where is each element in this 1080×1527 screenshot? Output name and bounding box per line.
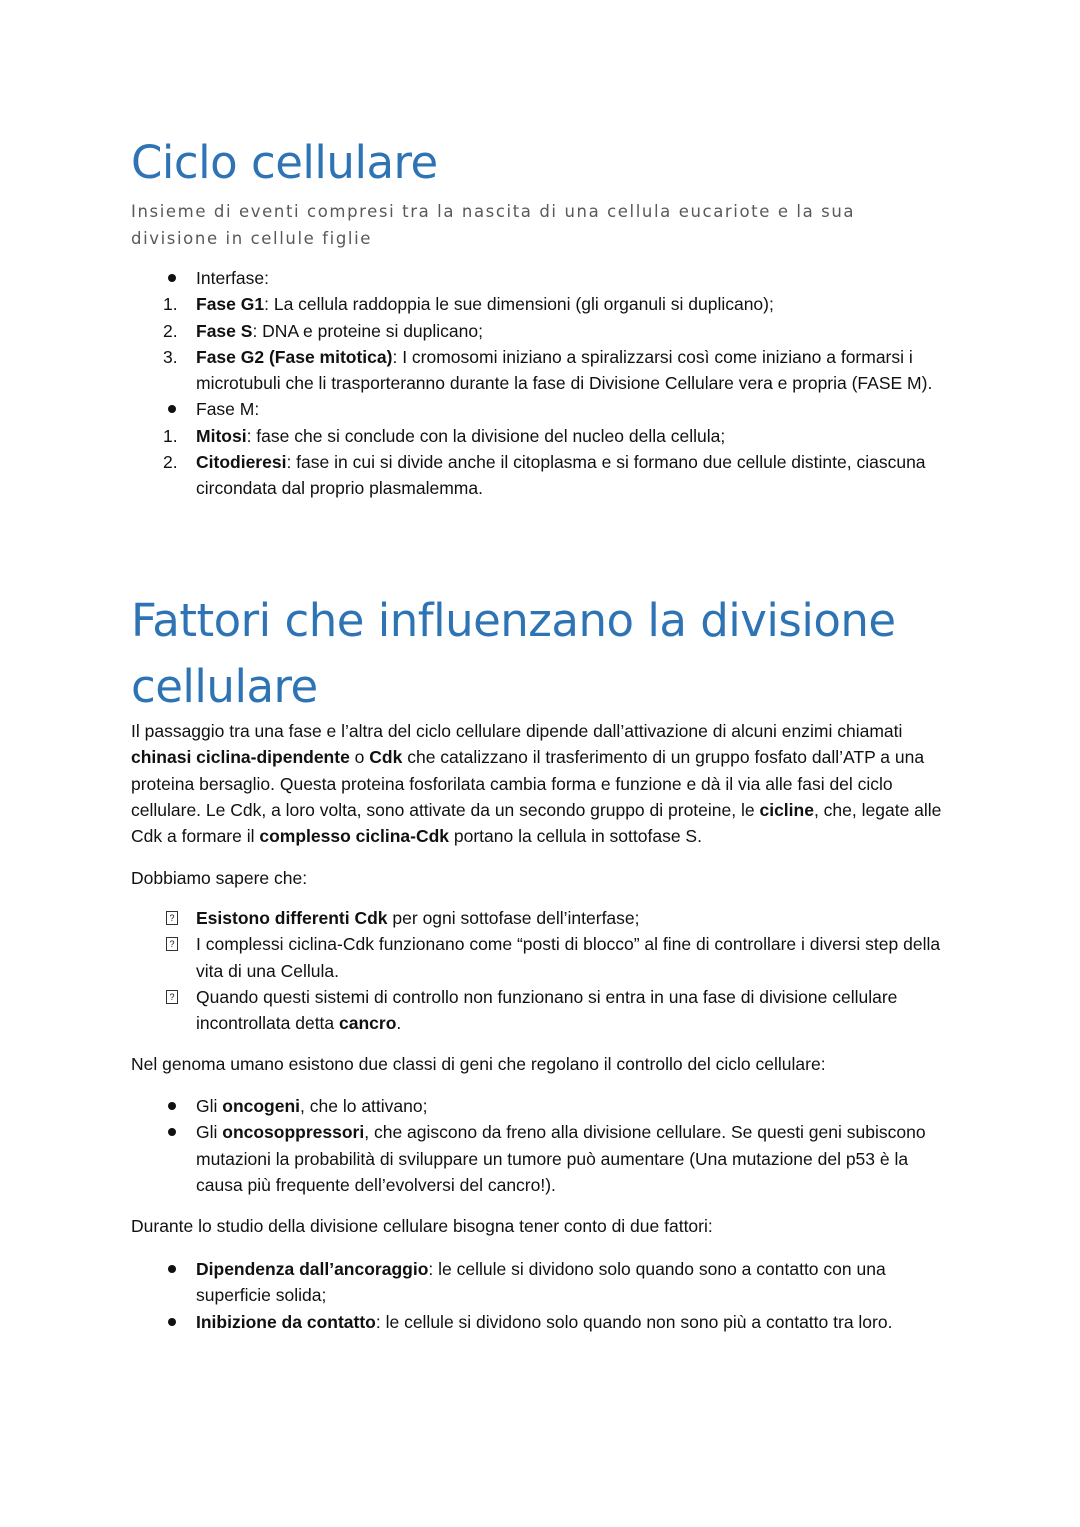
list-item: Gli oncosoppressori, che agiscono da freno alla divisione cellulare. Se questi geni subiscono mutazioni la probabilità di sviluppare un tumore può aumentare (Una mutazione del p53 è la causa più frequente dell’evolversi del cancro!).	[131, 1119, 951, 1198]
list-item: 3. Fase G2 (Fase mitotica): I cromosomi iniziano a spiralizzarsi così come iniziano a formarsi i microtubuli che li trasporteranno durante la fase di Divisione Cellulare vera e propria (FASE M).	[163, 346, 933, 394]
list-item: Interfase:	[131, 265, 951, 291]
bullet-icon	[168, 1318, 176, 1326]
list-item: ? Esistono differenti Cdk per ogni sottofase dell’interfase;	[131, 905, 951, 931]
intro-paragraph: Il passaggio tra una fase e l’altra del ciclo cellulare dipende dall’attivazione di alcuni enzimi chiamati chinasi ciclina-dipendente o Cdk che catalizzano il trasferimento di un gruppo fosfato dall’ATP a una proteina bersaglio. Questa proteina fosforilata cambia forma e funzione e dà il via alle fasi del ciclo cellulare. Le Cdk, a loro volta, sono attivate da un secondo gruppo di proteine, le cicline, che, legate alle Cdk a formare il complesso ciclina-Cdk portano la cellula in sottofase S.	[131, 721, 942, 847]
bullet-icon	[168, 1128, 176, 1136]
list-item: 2. Citodieresi: fase in cui si divide anche il citoplasma e si formano due cellule distinte, ciascuna circondata dal proprio plasmalemma.	[163, 452, 926, 499]
list-item: Inibizione da contatto: le cellule si dividono solo quando non sono più a contatto tra loro.	[131, 1309, 951, 1335]
phases-list	[131, 265, 951, 502]
genoma-paragraph: Nel genoma umano esistono due classi di geni che regolano il controllo del ciclo cellulare:	[131, 1054, 826, 1074]
missing-glyph-icon: ?	[166, 937, 178, 951]
facts-list	[131, 905, 951, 1036]
list-item: 2. Fase S: DNA e proteine si duplicano;	[163, 320, 483, 341]
bullet-icon	[168, 1265, 176, 1273]
durante-paragraph: Durante lo studio della divisione cellulare bisogna tener conto di due fattori:	[131, 1216, 713, 1236]
list-item: ? Quando questi sistemi di controllo non funzionano si entra in una fase di divisione cellulare incontrollata detta cancro.	[131, 984, 951, 1037]
subtitle: Insieme di eventi compresi tra la nascita di una cellula eucariote e la sua divisione in cellule figlie	[131, 202, 856, 248]
genes-list	[131, 1093, 951, 1198]
dobbiamo-paragraph: Dobbiamo sapere che:	[131, 868, 308, 888]
list-item: Dipendenza dall’ancoraggio: le cellule si dividono solo quando sono a contatto con una superficie solida;	[131, 1256, 951, 1309]
factors-list	[131, 1256, 951, 1335]
list-item: 1. Fase G1: La cellula raddoppia le sue dimensioni (gli organuli si duplicano);	[163, 294, 774, 315]
list-item: 1. Mitosi: fase che si conclude con la divisione del nucleo della cellula;	[163, 425, 726, 446]
list-item: ? I complessi ciclina-Cdk funzionano come “posti di blocco” al fine di controllare i diversi step della vita di una Cellula.	[131, 931, 951, 984]
bullet-icon	[168, 405, 176, 413]
list-item: Fase M:	[131, 396, 951, 422]
bullet-icon	[168, 274, 176, 282]
bullet-icon	[168, 1102, 176, 1110]
missing-glyph-icon: ?	[166, 911, 178, 925]
missing-glyph-icon: ?	[166, 990, 178, 1004]
heading-fattori: Fattori che influenzano la divisione cellulare	[131, 594, 896, 713]
heading-ciclo-cellulare: Ciclo cellulare	[131, 136, 438, 189]
list-item: Gli oncogeni, che lo attivano;	[131, 1093, 951, 1119]
